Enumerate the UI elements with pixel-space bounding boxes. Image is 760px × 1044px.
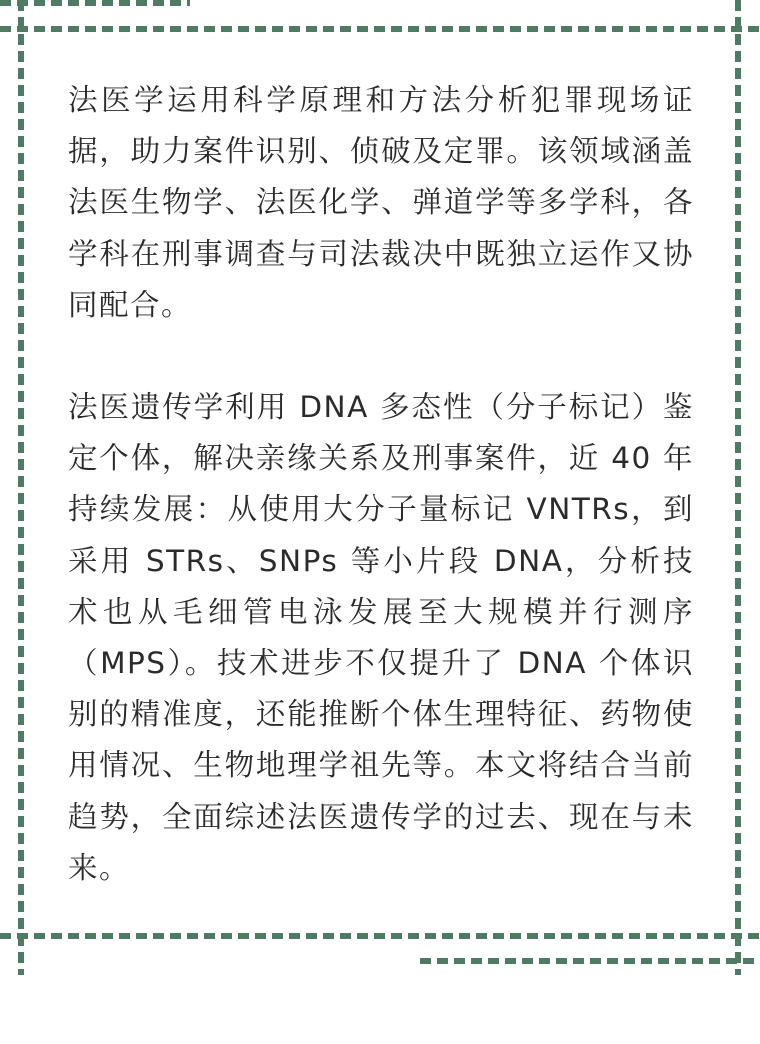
frame-right-dash bbox=[735, 0, 741, 975]
frame-top-short-dash bbox=[0, 0, 190, 6]
article-body bbox=[68, 75, 694, 894]
frame-bottom-dash bbox=[0, 933, 760, 939]
frame-bottom-short-dash bbox=[420, 958, 760, 964]
frame-top-dash bbox=[0, 26, 760, 32]
paragraph-intro: 法医学运用科学原理和方法分析犯罪现场证据，助力案件识别、侦破及定罪。该领域涵盖法医生物学、法医化学、弹道学等多学科，各学科在刑事调查与司法裁决中既独立运作又协同配合。 bbox=[68, 83, 694, 322]
frame-left-dash bbox=[18, 0, 24, 975]
paragraph-forensic-genetics: 法医遗传学利用 DNA 多态性（分子标记）鉴定个体，解决亲缘关系及刑事案件，近 40 年持续发展：从使用大分子量标记 VNTRs，到采用 STRs、SNPs 等小片段 DNA，分析技术也从毛细管电泳发展至大规模并行测序（MPS）。技术进步不仅提升了 DNA 个体识别的精准度，还能推断个体生理特征、药物使用情况、生物地理学祖先等。本文将结合当前趋势，全面综述法医遗传学的过去、现在与未来。 bbox=[68, 390, 694, 885]
